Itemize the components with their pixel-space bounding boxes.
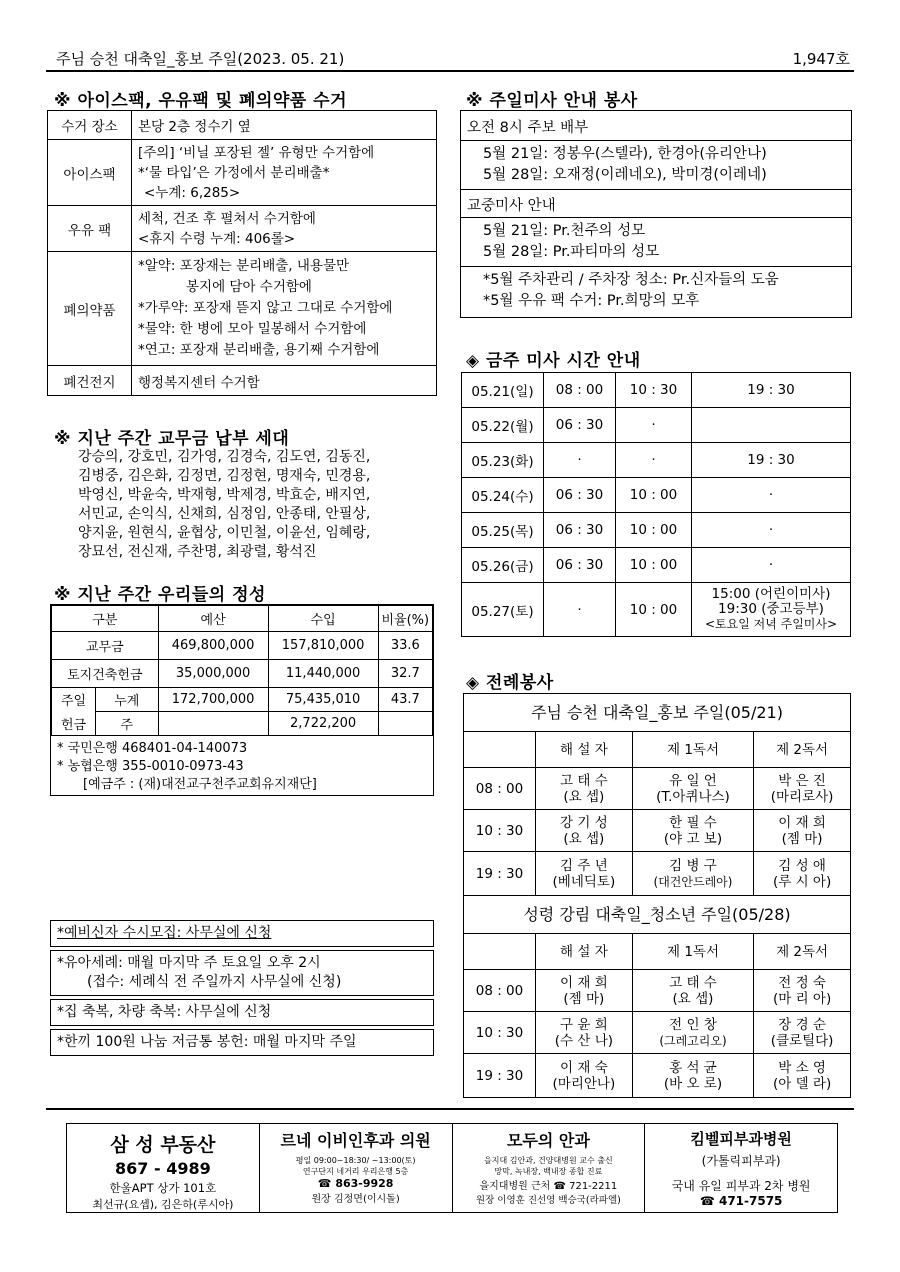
ad-eye-clinic <box>453 1124 646 1212</box>
donor-line: 양지윤, 원현식, 윤협상, 이민철, 이윤선, 임혜랑, <box>78 525 371 541</box>
reader-saint: (루 시 아) <box>772 873 832 890</box>
reader-name: 유 일 언 <box>669 772 717 789</box>
mass-time: 10 : 00 <box>616 583 692 637</box>
notice-text: *한끼 100원 나눔 저금통 봉헌: 매월 마지막 주일 <box>57 1034 357 1050</box>
offering-group: 헌금 <box>52 712 96 736</box>
mass-date: 05.27(토) <box>462 583 544 637</box>
liturgy-table <box>463 693 851 1098</box>
bank-account: * 농협은행 355-0010-0973-43 <box>57 759 244 774</box>
mass-table <box>461 372 851 637</box>
col-header: 해 설 자 <box>536 732 633 768</box>
reader <box>632 970 753 1012</box>
reader-name: 장 경 순 <box>778 1016 826 1033</box>
row-label: 아이스팩 <box>48 140 132 206</box>
ad-realestate <box>67 1124 260 1212</box>
mass-title: ◈ 금주 미사 시간 안내 <box>466 351 641 371</box>
ratio <box>378 712 432 736</box>
budget: 35,000,000 <box>158 660 268 688</box>
issue-number: 1,947호 <box>792 50 850 68</box>
reader-saint: (클로틸다) <box>770 1032 834 1049</box>
mass-time: 10 : 30 <box>616 373 692 408</box>
reader-name: 이 재 희 <box>560 974 608 991</box>
notice-text: *예비신자 수시모집: 사무실에 신청 <box>57 925 272 941</box>
ad-line: 원장 김정면(이시돌) <box>311 1194 400 1205</box>
row-label: 폐건전지 <box>48 366 132 396</box>
mass-time: · <box>692 478 851 513</box>
mass-date: 05.24(수) <box>462 478 544 513</box>
row-label: 수거 장소 <box>48 111 132 140</box>
reader <box>754 810 851 852</box>
bank-info <box>51 736 433 794</box>
reader <box>754 852 851 896</box>
reader-name: 박 소 영 <box>778 1059 826 1076</box>
ad-ent-clinic <box>260 1124 453 1212</box>
donor-line: 서민교, 손익식, 신채희, 심정임, 안종태, 안필상, <box>78 506 371 522</box>
liturgy-time: 08 : 00 <box>464 768 536 810</box>
reader <box>632 852 753 896</box>
notice-baptism <box>50 950 434 996</box>
collection-title: ※ 아이스팩, 우유팩 및 폐의약품 수거 <box>54 91 347 111</box>
donor-line: 강승의, 강호민, 김가영, 김경숙, 김도연, 김동진, <box>78 449 371 465</box>
donors-list <box>78 448 438 562</box>
donors-title: ※ 지난 주간 교무금 납부 세대 <box>54 429 290 449</box>
reader <box>754 970 851 1012</box>
income: 157,810,000 <box>268 632 378 660</box>
mass-time: 08 : 00 <box>544 373 616 408</box>
ad-line: (가톨릭피부과) <box>701 1154 781 1168</box>
notice-text: (접수: 세례식 전 주일까지 사무실에 신청) <box>87 974 342 990</box>
ad-phone: ☎ 471-7575 <box>699 1194 783 1208</box>
service-line: *5월 주차관리 / 주차장 청소: Pr.신자들의 도움 <box>483 272 779 288</box>
mass-time <box>692 583 851 637</box>
service-line: 5월 28일: 오재정(이레네오), 박미경(이레네) <box>483 167 767 183</box>
reader-name: 전 정 숙 <box>778 974 826 991</box>
milk-total: <휴지 수령 누계: 406롤> <box>138 230 296 247</box>
collection-table <box>47 110 437 396</box>
reader-saint: (바 오 로) <box>663 1075 723 1092</box>
ads-row <box>66 1123 838 1213</box>
header-title: 주님 승천 대축일_홍보 주일(2023. 05. 21) <box>56 50 345 68</box>
reader <box>536 1054 633 1098</box>
reader-saint: (젬 마) <box>563 990 605 1007</box>
notice-blessing <box>50 999 434 1026</box>
service-box <box>460 110 852 318</box>
med-line: *물약: 한 병에 모아 밀봉해서 수거함에 <box>138 321 367 337</box>
reader-name: 고 태 수 <box>669 974 717 991</box>
col-header: 수입 <box>268 606 378 632</box>
ad-name: 모두의 안과 <box>506 1131 590 1150</box>
mass-time <box>692 408 851 443</box>
service-list <box>461 141 851 190</box>
liturgy-time: 10 : 30 <box>464 810 536 852</box>
liturgy-time: 08 : 00 <box>464 970 536 1012</box>
reader <box>754 1054 851 1098</box>
reader-saint: (대건안드레아) <box>653 874 733 889</box>
col-header: 비율(%) <box>378 606 432 632</box>
milk-note: 세척, 건조 후 펼쳐서 수거함에 <box>138 210 316 227</box>
col-header: 예산 <box>158 606 268 632</box>
liturgy-time: 19 : 30 <box>464 852 536 896</box>
service-line: *5월 우유 팩 수거: Pr.희망의 모후 <box>483 293 700 309</box>
reader-name: 이 재 숙 <box>560 1059 608 1076</box>
ad-line: 을지대 김안과, 건양대병원 교수 출신 <box>484 1156 613 1165</box>
mass-time: · <box>616 408 692 443</box>
col-header: 제 2독서 <box>754 934 851 970</box>
reader <box>536 810 633 852</box>
col-header: 제 1독서 <box>632 732 753 768</box>
service-list <box>461 218 851 267</box>
liturgy-title: ◈ 전례봉사 <box>466 673 554 693</box>
mass-date: 05.21(일) <box>462 373 544 408</box>
service-title: ※ 주일미사 안내 봉사 <box>466 91 638 111</box>
reader-saint: (요 셉) <box>563 788 605 805</box>
offering-title: ※ 지난 주간 우리들의 정성 <box>54 585 266 605</box>
col-header: 제 2독서 <box>754 732 851 768</box>
reader-name: 구 윤 희 <box>560 1016 608 1033</box>
footer-divider <box>46 1108 854 1110</box>
blank-cell <box>464 934 536 970</box>
budget: 172,700,000 <box>158 688 268 712</box>
col-header: 제 1독서 <box>632 934 753 970</box>
offering-label: 교무금 <box>52 632 159 660</box>
mass-date: 05.26(금) <box>462 548 544 583</box>
ice-total: <누계: 6,285> <box>144 184 241 201</box>
reader-name: 강 기 성 <box>560 814 608 831</box>
budget <box>158 712 268 736</box>
service-head: 교중미사 안내 <box>461 190 851 218</box>
liturgy-week-title: 성령 강림 대축일_청소년 주일(05/28) <box>464 896 851 934</box>
notice-catechumen <box>50 920 434 947</box>
offering-label: 토지건축헌금 <box>52 660 159 688</box>
row-value <box>132 140 437 206</box>
reader-name: 이 재 희 <box>778 814 826 831</box>
reader-name: 김 성 애 <box>778 857 826 874</box>
reader-name: 김 주 년 <box>560 857 608 874</box>
budget: 469,800,000 <box>158 632 268 660</box>
service-list <box>461 267 851 312</box>
reader <box>536 852 633 896</box>
reader-name: 홍 석 균 <box>669 1059 717 1076</box>
reader-saint: (그레고리오) <box>659 1033 727 1048</box>
service-line: 5월 21일: Pr.천주의 성모 <box>483 223 646 239</box>
mass-time: 06 : 30 <box>544 513 616 548</box>
liturgy-week-title: 주님 승천 대축일_홍보 주일(05/21) <box>464 694 851 732</box>
mass-time: 06 : 30 <box>544 548 616 583</box>
bank-account: * 국민은행 468401-04-140073 <box>57 741 248 756</box>
reader-name: 김 병 구 <box>669 857 717 874</box>
offering-sub: 주 <box>96 712 159 736</box>
reader-saint: (베네딕토) <box>552 873 616 890</box>
notices <box>50 920 434 1059</box>
donor-line: 박영신, 박윤숙, 박재형, 박제경, 박효순, 배지연, <box>78 487 371 503</box>
mass-time: 10 : 00 <box>616 548 692 583</box>
reader <box>632 1012 753 1054</box>
ad-phone: ☎ 863-9928 <box>317 1177 394 1190</box>
mass-time: · <box>692 513 851 548</box>
donor-line: 김병중, 김은화, 김정면, 김정현, 명재숙, 민경용, <box>78 468 371 484</box>
reader-saint: (요 셉) <box>563 830 605 847</box>
notice-text: *유아세례: 매월 마지막 주 토요일 오후 2시 <box>57 955 321 971</box>
mass-time: · <box>616 443 692 478</box>
blank-cell <box>464 732 536 768</box>
ad-name: 킴벨피부과병원 <box>690 1130 792 1148</box>
liturgy-time: 19 : 30 <box>464 1054 536 1098</box>
offering-sub: 누계 <box>96 688 159 712</box>
reader-name: 전 인 창 <box>669 1016 717 1033</box>
income: 75,435,010 <box>268 688 378 712</box>
mass-time: 19 : 30 <box>692 443 851 478</box>
reader-saint: (야 고 보) <box>663 830 723 847</box>
mass-time: · <box>544 583 616 637</box>
ad-name: 르네 이비인후과 의원 <box>280 1131 431 1150</box>
reader-name: 고 태 수 <box>560 772 608 789</box>
reader-saint: (마리로사) <box>770 788 834 805</box>
ad-line: 평일 09:00~18:30/ ~13:00(토) <box>295 1156 416 1165</box>
page-header <box>46 44 854 72</box>
reader-saint: (아 델 라) <box>772 1075 832 1092</box>
ratio: 33.6 <box>378 632 432 660</box>
reader-saint: (젬 마) <box>781 830 823 847</box>
ice-note-2: *‘물 타입’은 가정에서 분리배출* <box>138 164 330 181</box>
col-header: 구분 <box>52 606 159 632</box>
med-line: *알약: 포장재는 분리배출, 내용물만 <box>138 258 350 274</box>
ad-dermatology <box>645 1124 837 1212</box>
reader-saint: (T.아퀴나스) <box>656 788 730 805</box>
service-line: 5월 28일: Pr.파티마의 성모 <box>483 244 660 260</box>
mass-time: · <box>544 443 616 478</box>
reader-saint: (마 리 아) <box>772 990 832 1007</box>
ad-name: 삼 성 부동산 <box>110 1134 216 1156</box>
med-line: 봉지에 담아 수거함에 <box>186 279 312 295</box>
income: 11,440,000 <box>268 660 378 688</box>
mass-time: 06 : 30 <box>544 478 616 513</box>
reader <box>632 1054 753 1098</box>
row-value <box>132 252 437 366</box>
mass-time: 19 : 30 <box>692 373 851 408</box>
reader <box>754 1012 851 1054</box>
offering-group: 주일 <box>52 688 96 712</box>
row-label: 우유 팩 <box>48 206 132 252</box>
ratio: 32.7 <box>378 660 432 688</box>
med-line: *가루약: 포장재 뜯지 않고 그대로 수거함에 <box>138 300 393 316</box>
row-value: 본당 2층 정수기 옆 <box>132 111 437 140</box>
reader-name: 한 필 수 <box>669 814 717 831</box>
offering-box <box>50 604 434 796</box>
notice-text: *집 축복, 차량 축복: 사무실에 신청 <box>57 1004 272 1020</box>
ratio: 43.7 <box>378 688 432 712</box>
reader-saint: (요 셉) <box>672 990 714 1007</box>
ad-line: 최선규(요셉), 김은하(루시아) <box>92 1198 234 1211</box>
reader-name: 박 은 진 <box>778 772 826 789</box>
mass-date: 05.25(목) <box>462 513 544 548</box>
row-value <box>132 206 437 252</box>
service-line: 5월 21일: 정봉우(스텔라), 한경아(유리안나) <box>483 146 767 162</box>
ad-line: 한울APT 상가 101호 <box>109 1181 217 1195</box>
reader <box>632 768 753 810</box>
offering-table <box>51 605 433 736</box>
row-value: 행정복지센터 수거함 <box>132 366 437 396</box>
account-holder: [예금주 : (재)대전교구천주교회유지재단] <box>83 777 317 792</box>
donor-line: 장묘선, 전신재, 주찬명, 최광렬, 황석진 <box>78 544 317 560</box>
ad-line: 연구단지 네거리 우리은행 5층 <box>302 1167 409 1176</box>
reader <box>754 768 851 810</box>
ice-note-1: [주의] ‘비닐 포장된 젤’ 유형만 수거함에 <box>138 144 375 161</box>
reader-saint: (수 산 나) <box>554 1032 614 1049</box>
ad-line: 원장 이영훈 진선영 백승국(라파엘) <box>475 1195 621 1206</box>
col-header: 해 설 자 <box>536 934 633 970</box>
ad-phone: 을지대병원 근처 ☎ 721-2211 <box>479 1181 618 1192</box>
sat-mass: 19:30 (중고등부) <box>718 601 824 617</box>
mass-time: 06 : 30 <box>544 408 616 443</box>
sat-mass-note: <토요일 저녁 주일미사> <box>704 617 838 631</box>
reader <box>536 970 633 1012</box>
reader <box>536 1012 633 1054</box>
reader <box>536 768 633 810</box>
mass-date: 05.23(화) <box>462 443 544 478</box>
ad-line: 망막, 녹내장, 백내장 종합 진료 <box>494 1167 603 1176</box>
income: 2,722,200 <box>268 712 378 736</box>
liturgy-time: 10 : 30 <box>464 1012 536 1054</box>
sat-mass: 15:00 (어린이미사) <box>711 586 831 602</box>
service-head: 오전 8시 주보 배부 <box>461 111 851 141</box>
med-line: *연고: 포장재 분리배출, 용기째 수거함에 <box>138 342 380 358</box>
row-label: 폐의약품 <box>48 252 132 366</box>
mass-date: 05.22(월) <box>462 408 544 443</box>
reader-saint: (마리안나) <box>552 1075 616 1092</box>
mass-time: 10 : 00 <box>616 478 692 513</box>
ad-line: 국내 유일 피부과 2차 병원 <box>671 1179 811 1193</box>
notice-donation <box>50 1029 434 1056</box>
mass-time: · <box>692 548 851 583</box>
mass-time: 10 : 00 <box>616 513 692 548</box>
reader <box>632 810 753 852</box>
ad-phone: 867 - 4989 <box>115 1159 211 1178</box>
